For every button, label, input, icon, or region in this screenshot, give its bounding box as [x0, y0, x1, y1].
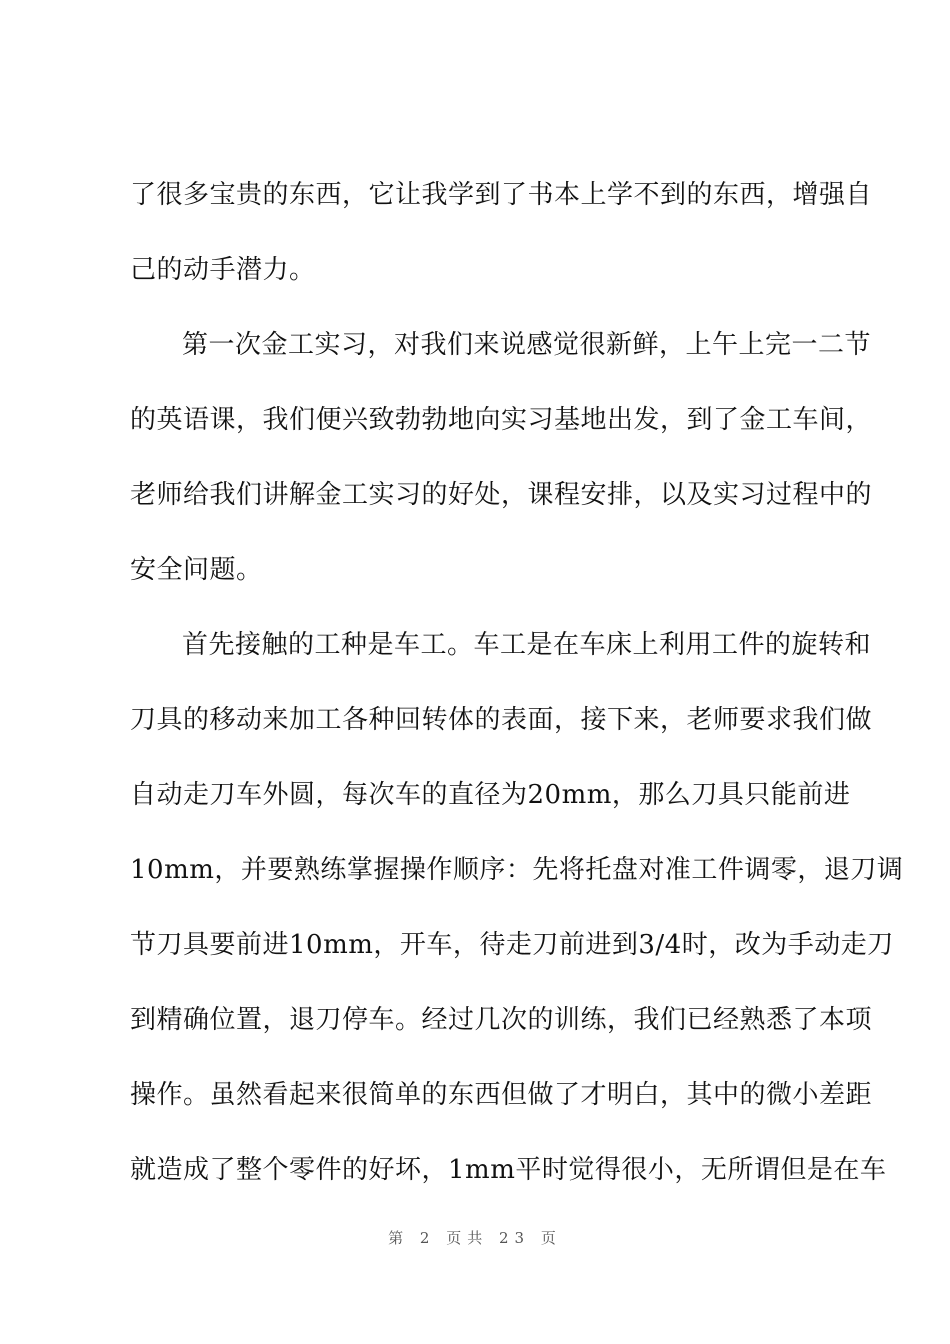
text-line-14: 就造成了整个零件的好坏，1mm平时觉得很小，无所谓但是在车	[130, 1155, 887, 1185]
text-line-13: 操作。虽然看起来很简单的东西但做了才明白，其中的微小差距	[130, 1080, 873, 1110]
text-line-4: 的英语课，我们便兴致勃勃地向实习基地出发，到了金工车间，	[130, 405, 873, 435]
text-line-10: 10mm，并要熟练掌握操作顺序：先将托盘对准工件调零，退刀调	[130, 855, 904, 885]
text-line-12: 到精确位置，退刀停车。经过几次的训练，我们已经熟悉了本项	[130, 1005, 873, 1035]
text-line-3: 第一次金工实习，对我们来说感觉很新鲜，上午上完一二节	[182, 330, 872, 360]
text-line-5: 老师给我们讲解金工实习的好处，课程安排，以及实习过程中的	[130, 480, 873, 510]
text-line-11: 节刀具要前进10mm，开车，待走刀前进到3/4时，改为手动走刀	[130, 930, 894, 960]
text-line-6: 安全问题。	[130, 555, 263, 585]
text-line-1: 了很多宝贵的东西，它让我学到了书本上学不到的东西，增强自	[130, 180, 873, 210]
text-line-9: 自动走刀车外圆，每次车的直径为20mm，那么刀具只能前进	[130, 780, 851, 810]
text-line-2: 己的动手潜力。	[130, 255, 316, 285]
text-line-7: 首先接触的工种是车工。车工是在车床上利用工件的旋转和	[182, 630, 872, 660]
page-number-footer: 第 2 页共 23 页	[388, 1229, 562, 1247]
text-line-8: 刀具的移动来加工各种回转体的表面，接下来，老师要求我们做	[130, 705, 873, 735]
